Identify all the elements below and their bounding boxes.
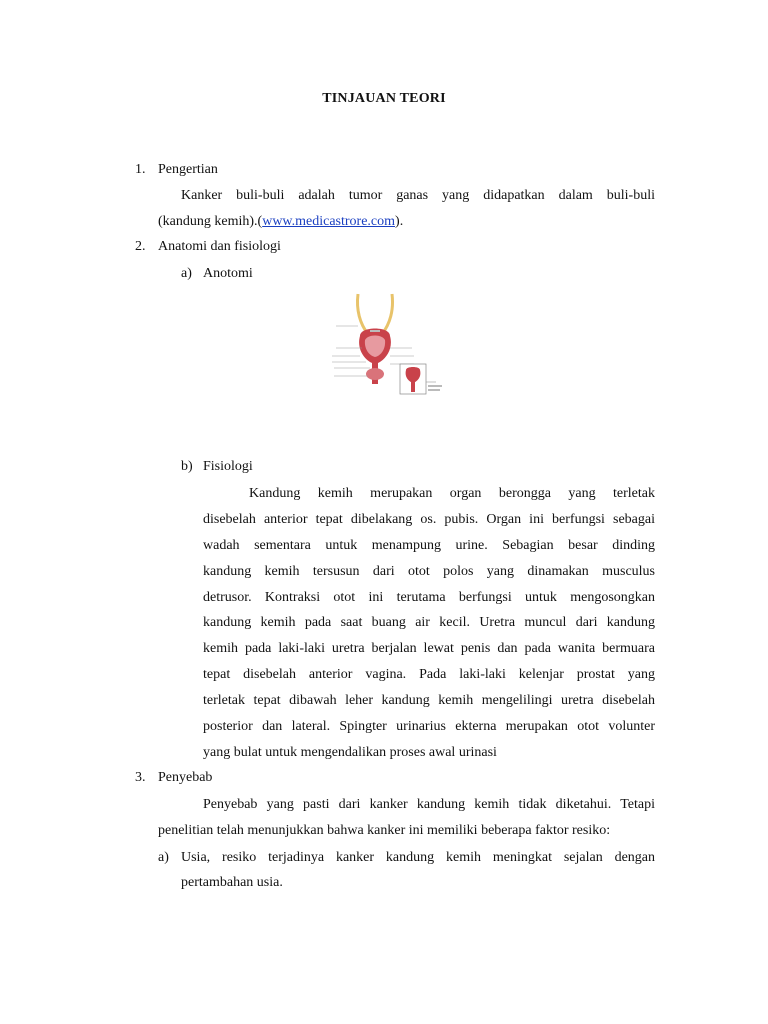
fisiologi-line-7: kemih pada laki-laki uretra berjalan lewat penis dan pada wanita bermuara [203,641,655,656]
penyebab-line-2: penelitian telah menunjukkan bahwa kanker ini memiliki beberapa faktor resiko: [158,823,611,838]
section-1-number: 1. [135,162,146,177]
section-2-number: 2. [135,239,146,254]
section-1-line-2 [158,213,403,231]
subsection-a-label: a) [181,266,192,281]
section-1-heading: Pengertian [158,162,218,177]
section-1-line-2-suffix: ). [395,214,404,229]
penyebab-line-1: Penyebab yang pasti dari kanker kandung kemih tidak diketahui. Tetapi [203,797,655,812]
fisiologi-line-1: Kandung kemih merupakan organ berongga yang terletak [249,486,655,501]
risk-item-a-line-2: pertambahan usia. [181,875,283,890]
fisiologi-line-11: yang bulat untuk mengendalikan proses awal urinasi [203,745,497,760]
fisiologi-line-10: posterior dan lateral. Spingter urinarius ekterna merupakan otot volunter [203,719,655,734]
fisiologi-line-4: kandung kemih tersusun dari otot polos yang dinamakan musculus [203,564,655,579]
fisiologi-line-8: tepat disebelah anterior vagina. Pada laki-laki kelenjar prostat yang [203,667,655,682]
subsection-b-label: b) [181,459,193,474]
section-3-heading: Penyebab [158,770,213,785]
fisiologi-line-3: wadah sementara untuk menampung urine. Sebagian besar dinding [203,538,655,553]
subsection-b-heading: Fisiologi [203,459,253,474]
page-title: TINJAUAN TEORI [322,91,446,106]
medicastrore-link[interactable]: www.medicastrore.com [262,214,396,229]
risk-item-a-line-1: Usia, resiko terjadinya kanker kandung kemih meningkat sejalan dengan [181,850,655,865]
section-3-number: 3. [135,770,146,785]
fisiologi-line-5: detrusor. Kontraksi otot ini terutama berfungsi untuk mengosongkan [203,590,655,605]
subsection-a-heading: Anotomi [203,266,253,281]
risk-item-a-label: a) [158,850,169,865]
fisiologi-line-2: disebelah anterior tepat dibelakang os. pubis. Organ ini berfungsi sebagai [203,512,655,527]
section-2-heading: Anatomi dan fisiologi [158,239,281,254]
section-1-line-2-prefix: (kandung kemih).( [158,214,263,229]
section-1-line-1: Kanker buli-buli adalah tumor ganas yang didapatkan dalam buli-buli [181,188,655,203]
bladder-anatomy-figure [330,290,448,398]
fisiologi-line-6: kandung kemih pada saat buang air kecil. Uretra muncul dari kandung [203,615,655,630]
fisiologi-line-9: terletak tepat dibawah leher kandung kemih mengelilingi uretra disebelah [203,693,655,708]
